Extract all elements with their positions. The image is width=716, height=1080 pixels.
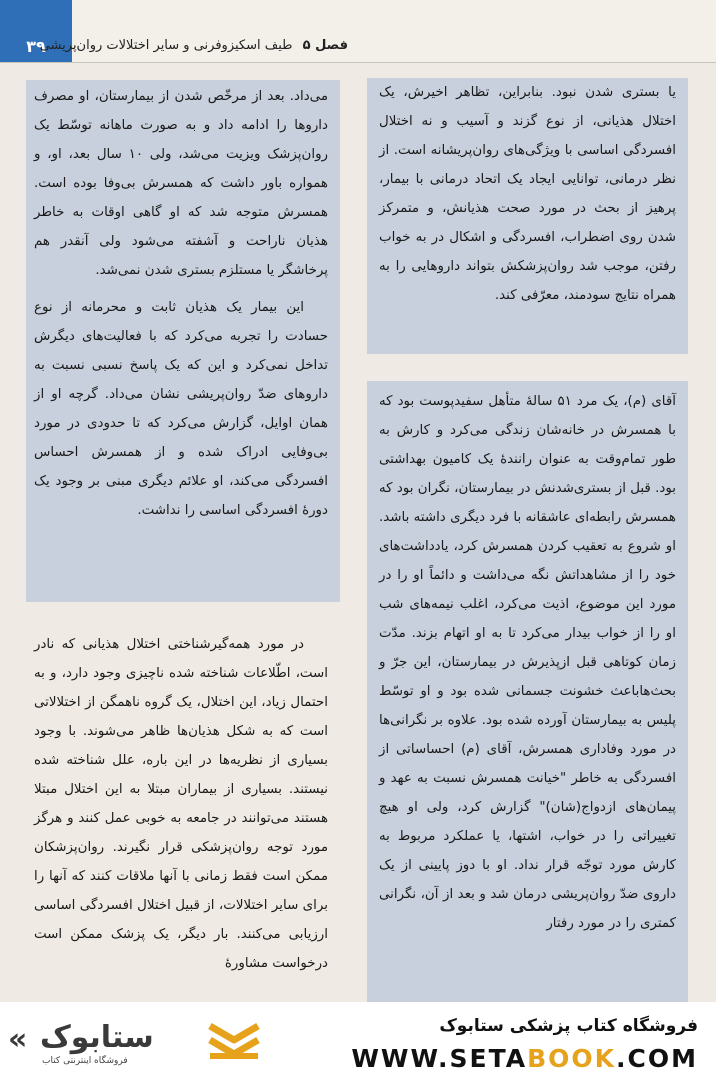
case-paragraph: می‌داد. بعد از مرخّص شدن از بیمارستان، او مصرف داروها را ادامه داد و به صورت ماهانه توسّط یک روان‌پزشک ویزیت می‌شد، ولی ۱۰ سال بعد، او، و همواره باور داشت که همسرش بی‌وفا بوده است. همسرش متوجه شد که او گاهی اوقات به خاطر هذیان ناراحت و آشفته می‌شود ولی آنقدر هم پرخاشگر یا مستلزم بستری شدن نمی‌شد. [34,89,328,278]
case-box-continued [367,78,688,354]
page-header [0,0,716,63]
chapter-label: فصل ۵ [302,38,348,53]
case-paragraph: یا بستری شدن نبود. بنابراین، تظاهر اخیرش، یک اختلال هذیانی، از نوع گزند و آسیب و نه اختلال افسردگی اساسی با ویژگی‌های روان‌پریشانه است. از نظر درمانی، توانایی ایجاد یک اتحاد درمانی با بیمار، پرهیز از بحث در مورد صحت هذیانش، و متمرکز شدن روی اضطراب، افسردگی و اشکال در به خواب رفتن، موجب شد روان‌پزشکش بتواند داروهایی را به همراه نتایج سودمند، معرّفی کند. [379,85,676,303]
store-logo-text: ستابوک [40,1020,154,1055]
case-box-mr-m [367,381,688,1002]
url-suffix: .COM [616,1044,698,1073]
store-title: فروشگاه کتاب پزشکی ستابوک [439,1016,698,1036]
chapter-heading [40,38,348,53]
chapter-title: طیف اسکیزوفرنی و سایر اختلالات روان‌پریشی [39,38,293,53]
store-footer [0,1002,716,1080]
body-paragraph: در مورد همه‌گیرشناختی اختلال هذیانی که نادر است، اطّلاعات شناخته شده ناچیزی وجود دارد، و به احتمال زیاد، این اختلال، یک گروه ناهمگن از اختلالاتی است که به شکل هذیان‌ها ظاهر می‌شوند. با وجود بسیاری از نظریه‌ها در این باره، علل شناخته شده نیستند. بسیاری از بیماران مبتلا به این اختلال مبتلا هستند می‌توانند در جامعه به خوبی عمل کنند و هرگز مورد توجه روان‌پزشکی قرار نگیرند. روان‌پزشکان ممکن است فقط زمانی با آنها ملاقات کنند که آنها را برای سایر اختلالات، از قبیل اختلال افسردگی اساسی ارزیابی می‌کنند. بار دیگر، یک پزشک ممکن است درخواست مشاورهٔ [34,637,328,971]
page-number: ۳۹ [0,0,72,62]
logo-arrows-icon: « [8,1022,28,1057]
store-logo-subtitle: فروشگاه اینترنتی کتاب [42,1056,128,1066]
book-stack-icon [206,1016,262,1066]
case-paragraph: آقای (م)، یک مرد ۵۱ سالهٔ متأهل سفیدپوست بود که با همسرش در خانه‌شان زندگی می‌کرد و کارش به طور تمام‌وقت به عنوان رانندهٔ یک کامیون بهداشتی بود. قبل از بستری‌شدنش در بیمارستان، نگران بود که همسرش رابطه‌ای عاشقانه با فرد دیگری داشته باشد. او شروع به تعقیب کردن همسرش کرد، یادداشت‌های خود را از مشاهداتش نگه می‌داشت و دائماً او را در مورد این موضوع، اذیت می‌کرد، اغلب نیمه‌های شب او را از خواب بیدار می‌کرد تا به او اتهام بزند. مدّت زمان کوتاهی قبل ازپذیرش در بیمارستان، این جرّ و بحث‌هاباعث خشونت جسمانی شده بود و او توسّط پلیس به بیمارستان آورده شده بود. علاوه بر نگرانی‌ها در مورد وفاداری همسرش، آقای (م) احساساتی از افسردگی به خاطر "خیانت همسرش نسبت به عهد و پیمان‌های ازدواج(شان)" گزارش کرد، ولی او هیچ تغییراتی را در خواب، اشتها، یا عملکرد مربوط به کارش مورد توجّه قرار نداد. او با دوز پایینی از یک داروی ضدّ روان‌پریشی درمان شد و بعد از آن، نگرانی کمتری را در مورد رفتار [379,394,676,931]
case-box-mr-m-continued [26,80,340,602]
url-accent: BOOK [527,1044,617,1073]
url-prefix: WWW.SETA [351,1044,528,1073]
case-paragraph: این بیمار یک هذیان ثابت و محرمانه از نوع حسادت را تجربه می‌کرد که با فعالیت‌های دیگرش تداخل نمی‌کرد و این که یک پاسخ نسبی نسبت به داروهای ضدّ روان‌پریشی نشان می‌داد. گرچه او از همان اوایل، گزارش می‌کرد که تا حدودی در مورد بی‌وفایی ادراک شده و از همسرش احساس افسردگی می‌کند، او علائم دیگری مبنی بر وجود یک دورهٔ افسردگی اساسی را نداشت. [34,300,328,518]
body-text [26,630,340,1002]
store-url[interactable] [351,1044,698,1073]
